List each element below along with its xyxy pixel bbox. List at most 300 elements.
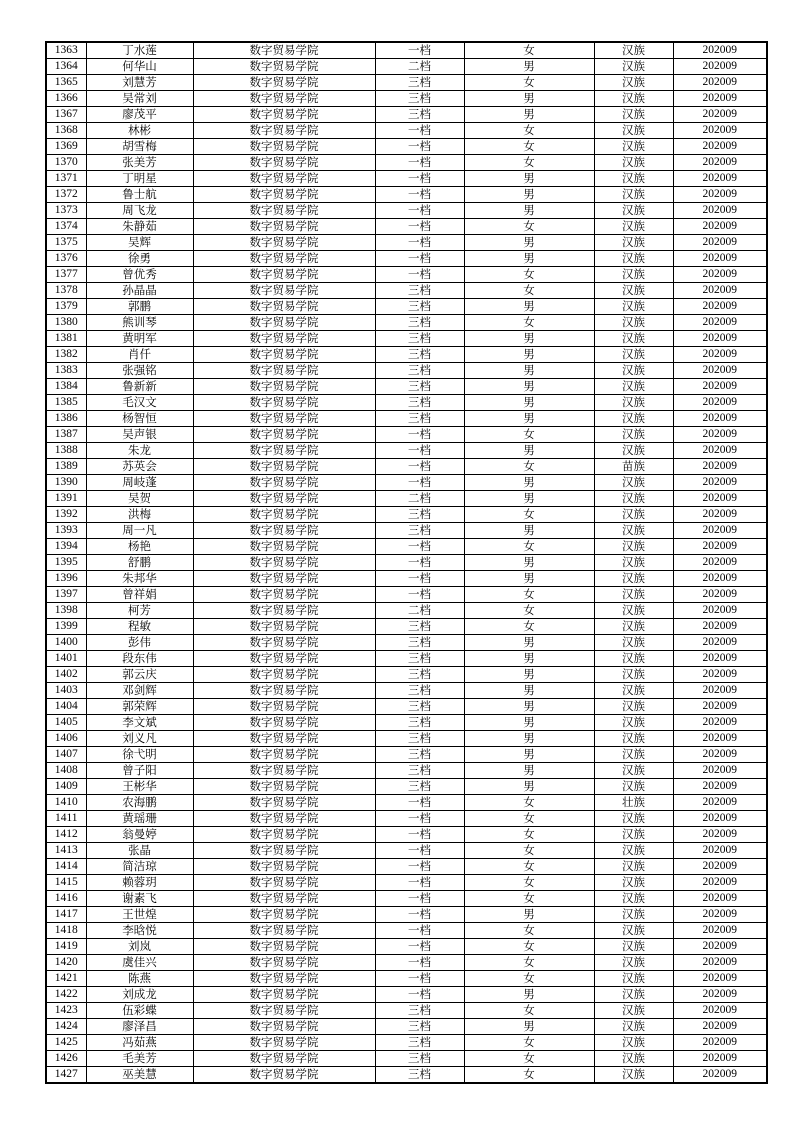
college-cell: 数字贸易学院 [193,539,375,555]
grade-level-cell: 三档 [375,395,464,411]
gender-cell: 男 [464,235,594,251]
ethnicity-cell: 汉族 [594,203,673,219]
gender-cell: 女 [464,42,594,59]
ethnicity-cell: 汉族 [594,699,673,715]
gender-cell: 女 [464,219,594,235]
table-row [46,347,767,363]
row-number-cell: 1414 [46,859,86,875]
college-cell: 数字贸易学院 [193,843,375,859]
table-row [46,555,767,571]
ethnicity-cell: 汉族 [594,1003,673,1019]
name-cell: 熊训琴 [86,315,193,331]
table-row [46,235,767,251]
gender-cell: 女 [464,155,594,171]
row-number-cell: 1397 [46,587,86,603]
table-row [46,443,767,459]
ethnicity-cell: 汉族 [594,251,673,267]
batch-cell: 202009 [673,123,767,139]
ethnicity-cell: 汉族 [594,875,673,891]
table-row [46,891,767,907]
gender-cell: 男 [464,987,594,1003]
gender-cell: 女 [464,123,594,139]
table-row [46,75,767,91]
grade-level-cell: 三档 [375,107,464,123]
ethnicity-cell: 壮族 [594,795,673,811]
name-cell: 毛汉文 [86,395,193,411]
grade-level-cell: 三档 [375,347,464,363]
ethnicity-cell: 汉族 [594,987,673,1003]
table-row [46,123,767,139]
gender-cell: 男 [464,1019,594,1035]
name-cell: 李文斌 [86,715,193,731]
ethnicity-cell: 汉族 [594,939,673,955]
name-cell: 王彬华 [86,779,193,795]
row-number-cell: 1425 [46,1035,86,1051]
roster-body [46,42,767,1083]
ethnicity-cell: 汉族 [594,443,673,459]
batch-cell: 202009 [673,635,767,651]
college-cell: 数字贸易学院 [193,42,375,59]
grade-level-cell: 三档 [375,667,464,683]
batch-cell: 202009 [673,587,767,603]
batch-cell: 202009 [673,955,767,971]
grade-level-cell: 三档 [375,1067,464,1084]
college-cell: 数字贸易学院 [193,155,375,171]
batch-cell: 202009 [673,827,767,843]
name-cell: 徐勇 [86,251,193,267]
ethnicity-cell: 汉族 [594,747,673,763]
gender-cell: 男 [464,667,594,683]
name-cell: 曾祥娟 [86,587,193,603]
college-cell: 数字贸易学院 [193,651,375,667]
college-cell: 数字贸易学院 [193,347,375,363]
roster-table [45,41,768,1084]
gender-cell: 男 [464,203,594,219]
row-number-cell: 1423 [46,1003,86,1019]
batch-cell: 202009 [673,939,767,955]
row-number-cell: 1411 [46,811,86,827]
gender-cell: 男 [464,635,594,651]
name-cell: 农海鹏 [86,795,193,811]
college-cell: 数字贸易学院 [193,523,375,539]
college-cell: 数字贸易学院 [193,235,375,251]
name-cell: 廖泽昌 [86,1019,193,1035]
batch-cell: 202009 [673,235,767,251]
table-row [46,219,767,235]
ethnicity-cell: 汉族 [594,971,673,987]
gender-cell: 女 [464,75,594,91]
row-number-cell: 1366 [46,91,86,107]
gender-cell: 女 [464,1003,594,1019]
college-cell: 数字贸易学院 [193,715,375,731]
gender-cell: 女 [464,955,594,971]
gender-cell: 男 [464,59,594,75]
grade-level-cell: 一档 [375,203,464,219]
ethnicity-cell: 汉族 [594,827,673,843]
batch-cell: 202009 [673,923,767,939]
college-cell: 数字贸易学院 [193,555,375,571]
gender-cell: 女 [464,427,594,443]
batch-cell: 202009 [673,1003,767,1019]
row-number-cell: 1368 [46,123,86,139]
ethnicity-cell: 汉族 [594,923,673,939]
gender-cell: 女 [464,971,594,987]
grade-level-cell: 一档 [375,427,464,443]
name-cell: 郭鹏 [86,299,193,315]
grade-level-cell: 一档 [375,587,464,603]
grade-level-cell: 三档 [375,1019,464,1035]
row-number-cell: 1409 [46,779,86,795]
grade-level-cell: 三档 [375,75,464,91]
row-number-cell: 1383 [46,363,86,379]
college-cell: 数字贸易学院 [193,219,375,235]
grade-level-cell: 一档 [375,42,464,59]
ethnicity-cell: 汉族 [594,219,673,235]
ethnicity-cell: 汉族 [594,619,673,635]
grade-level-cell: 一档 [375,907,464,923]
batch-cell: 202009 [673,139,767,155]
batch-cell: 202009 [673,187,767,203]
ethnicity-cell: 汉族 [594,331,673,347]
row-number-cell: 1369 [46,139,86,155]
gender-cell: 男 [464,251,594,267]
ethnicity-cell: 汉族 [594,667,673,683]
gender-cell: 女 [464,875,594,891]
gender-cell: 女 [464,843,594,859]
name-cell: 杨智恒 [86,411,193,427]
grade-level-cell: 三档 [375,715,464,731]
ethnicity-cell: 汉族 [594,395,673,411]
batch-cell: 202009 [673,667,767,683]
gender-cell: 女 [464,315,594,331]
batch-cell: 202009 [673,459,767,475]
college-cell: 数字贸易学院 [193,75,375,91]
name-cell: 程敏 [86,619,193,635]
name-cell: 郭云庆 [86,667,193,683]
ethnicity-cell: 汉族 [594,1019,673,1035]
batch-cell: 202009 [673,363,767,379]
table-row [46,603,767,619]
table-row [46,267,767,283]
table-row [46,1003,767,1019]
table-row [46,715,767,731]
gender-cell: 男 [464,651,594,667]
ethnicity-cell: 汉族 [594,123,673,139]
gender-cell: 男 [464,491,594,507]
table-row [46,667,767,683]
grade-level-cell: 一档 [375,187,464,203]
name-cell: 丁明星 [86,171,193,187]
college-cell: 数字贸易学院 [193,779,375,795]
table-row [46,827,767,843]
ethnicity-cell: 汉族 [594,315,673,331]
table-row [46,331,767,347]
row-number-cell: 1422 [46,987,86,1003]
row-number-cell: 1392 [46,507,86,523]
grade-level-cell: 一档 [375,539,464,555]
college-cell: 数字贸易学院 [193,619,375,635]
gender-cell: 女 [464,1067,594,1084]
grade-level-cell: 三档 [375,651,464,667]
grade-level-cell: 一档 [375,139,464,155]
ethnicity-cell: 汉族 [594,283,673,299]
college-cell: 数字贸易学院 [193,299,375,315]
name-cell: 毛美芳 [86,1051,193,1067]
grade-level-cell: 三档 [375,283,464,299]
grade-level-cell: 三档 [375,1051,464,1067]
name-cell: 王世煌 [86,907,193,923]
row-number-cell: 1407 [46,747,86,763]
college-cell: 数字贸易学院 [193,59,375,75]
college-cell: 数字贸易学院 [193,875,375,891]
grade-level-cell: 一档 [375,843,464,859]
table-row [46,363,767,379]
row-number-cell: 1408 [46,763,86,779]
row-number-cell: 1374 [46,219,86,235]
grade-level-cell: 三档 [375,699,464,715]
batch-cell: 202009 [673,859,767,875]
ethnicity-cell: 汉族 [594,651,673,667]
ethnicity-cell: 汉族 [594,363,673,379]
gender-cell: 女 [464,811,594,827]
college-cell: 数字贸易学院 [193,811,375,827]
table-row [46,475,767,491]
name-cell: 陈燕 [86,971,193,987]
batch-cell: 202009 [673,971,767,987]
grade-level-cell: 一档 [375,123,464,139]
batch-cell: 202009 [673,619,767,635]
gender-cell: 男 [464,395,594,411]
batch-cell: 202009 [673,1067,767,1084]
batch-cell: 202009 [673,75,767,91]
name-cell: 谢素飞 [86,891,193,907]
ethnicity-cell: 汉族 [594,411,673,427]
college-cell: 数字贸易学院 [193,427,375,443]
table-row [46,763,767,779]
grade-level-cell: 一档 [375,171,464,187]
batch-cell: 202009 [673,203,767,219]
row-number-cell: 1385 [46,395,86,411]
row-number-cell: 1378 [46,283,86,299]
ethnicity-cell: 汉族 [594,155,673,171]
row-number-cell: 1365 [46,75,86,91]
grade-level-cell: 三档 [375,747,464,763]
name-cell: 郭荣辉 [86,699,193,715]
table-row [46,747,767,763]
batch-cell: 202009 [673,603,767,619]
table-row [46,59,767,75]
name-cell: 张晶 [86,843,193,859]
gender-cell: 女 [464,267,594,283]
table-row [46,283,767,299]
grade-level-cell: 一档 [375,987,464,1003]
gender-cell: 女 [464,939,594,955]
college-cell: 数字贸易学院 [193,507,375,523]
grade-level-cell: 三档 [375,1003,464,1019]
grade-level-cell: 三档 [375,315,464,331]
gender-cell: 男 [464,411,594,427]
table-row [46,939,767,955]
college-cell: 数字贸易学院 [193,683,375,699]
name-cell: 曾优秀 [86,267,193,283]
ethnicity-cell: 汉族 [594,555,673,571]
row-number-cell: 1415 [46,875,86,891]
gender-cell: 男 [464,187,594,203]
grade-level-cell: 三档 [375,331,464,347]
college-cell: 数字贸易学院 [193,571,375,587]
college-cell: 数字贸易学院 [193,923,375,939]
ethnicity-cell: 汉族 [594,731,673,747]
gender-cell: 女 [464,859,594,875]
grade-level-cell: 三档 [375,523,464,539]
gender-cell: 男 [464,91,594,107]
grade-level-cell: 一档 [375,267,464,283]
grade-level-cell: 一档 [375,875,464,891]
table-row [46,955,767,971]
grade-level-cell: 三档 [375,779,464,795]
row-number-cell: 1394 [46,539,86,555]
name-cell: 徐弋明 [86,747,193,763]
table-row [46,1067,767,1084]
table-row [46,411,767,427]
name-cell: 鲁新新 [86,379,193,395]
ethnicity-cell: 汉族 [594,42,673,59]
row-number-cell: 1406 [46,731,86,747]
batch-cell: 202009 [673,315,767,331]
batch-cell: 202009 [673,987,767,1003]
batch-cell: 202009 [673,523,767,539]
name-cell: 冯茹燕 [86,1035,193,1051]
college-cell: 数字贸易学院 [193,475,375,491]
batch-cell: 202009 [673,379,767,395]
grade-level-cell: 一档 [375,827,464,843]
grade-level-cell: 一档 [375,155,464,171]
college-cell: 数字贸易学院 [193,1003,375,1019]
gender-cell: 女 [464,923,594,939]
batch-cell: 202009 [673,91,767,107]
row-number-cell: 1398 [46,603,86,619]
college-cell: 数字贸易学院 [193,363,375,379]
gender-cell: 女 [464,459,594,475]
row-number-cell: 1395 [46,555,86,571]
college-cell: 数字贸易学院 [193,971,375,987]
name-cell: 朱龙 [86,443,193,459]
college-cell: 数字贸易学院 [193,139,375,155]
table-row [46,731,767,747]
ethnicity-cell: 汉族 [594,715,673,731]
ethnicity-cell: 汉族 [594,955,673,971]
batch-cell: 202009 [673,539,767,555]
batch-cell: 202009 [673,1019,767,1035]
row-number-cell: 1377 [46,267,86,283]
gender-cell: 女 [464,619,594,635]
college-cell: 数字贸易学院 [193,203,375,219]
college-cell: 数字贸易学院 [193,1067,375,1084]
college-cell: 数字贸易学院 [193,907,375,923]
table-row [46,907,767,923]
college-cell: 数字贸易学院 [193,731,375,747]
grade-level-cell: 三档 [375,1035,464,1051]
gender-cell: 男 [464,779,594,795]
gender-cell: 男 [464,331,594,347]
row-number-cell: 1399 [46,619,86,635]
gender-cell: 女 [464,283,594,299]
ethnicity-cell: 汉族 [594,539,673,555]
gender-cell: 女 [464,1035,594,1051]
gender-cell: 男 [464,363,594,379]
college-cell: 数字贸易学院 [193,267,375,283]
ethnicity-cell: 汉族 [594,427,673,443]
table-row [46,619,767,635]
batch-cell: 202009 [673,747,767,763]
name-cell: 肖仟 [86,347,193,363]
table-row [46,139,767,155]
table-row [46,491,767,507]
table-row [46,987,767,1003]
ethnicity-cell: 汉族 [594,683,673,699]
batch-cell: 202009 [673,891,767,907]
row-number-cell: 1426 [46,1051,86,1067]
ethnicity-cell: 汉族 [594,235,673,251]
table-row [46,1051,767,1067]
table-row [46,379,767,395]
ethnicity-cell: 汉族 [594,107,673,123]
grade-level-cell: 一档 [375,939,464,955]
ethnicity-cell: 汉族 [594,507,673,523]
college-cell: 数字贸易学院 [193,379,375,395]
batch-cell: 202009 [673,331,767,347]
college-cell: 数字贸易学院 [193,699,375,715]
table-row [46,811,767,827]
gender-cell: 男 [464,443,594,459]
name-cell: 洪梅 [86,507,193,523]
batch-cell: 202009 [673,795,767,811]
name-cell: 刘义凡 [86,731,193,747]
grade-level-cell: 二档 [375,603,464,619]
ethnicity-cell: 汉族 [594,523,673,539]
grade-level-cell: 一档 [375,923,464,939]
batch-cell: 202009 [673,155,767,171]
batch-cell: 202009 [673,651,767,667]
table-row [46,571,767,587]
gender-cell: 男 [464,699,594,715]
ethnicity-cell: 汉族 [594,267,673,283]
row-number-cell: 1370 [46,155,86,171]
gender-cell: 男 [464,379,594,395]
batch-cell: 202009 [673,875,767,891]
batch-cell: 202009 [673,427,767,443]
name-cell: 鲁士航 [86,187,193,203]
gender-cell: 女 [464,827,594,843]
name-cell: 何华山 [86,59,193,75]
grade-level-cell: 三档 [375,91,464,107]
college-cell: 数字贸易学院 [193,107,375,123]
grade-level-cell: 三档 [375,363,464,379]
college-cell: 数字贸易学院 [193,443,375,459]
college-cell: 数字贸易学院 [193,491,375,507]
batch-cell: 202009 [673,555,767,571]
batch-cell: 202009 [673,507,767,523]
table-row [46,395,767,411]
ethnicity-cell: 汉族 [594,587,673,603]
college-cell: 数字贸易学院 [193,1019,375,1035]
ethnicity-cell: 汉族 [594,91,673,107]
ethnicity-cell: 汉族 [594,59,673,75]
table-row [46,795,767,811]
name-cell: 苏英会 [86,459,193,475]
college-cell: 数字贸易学院 [193,395,375,411]
row-number-cell: 1424 [46,1019,86,1035]
